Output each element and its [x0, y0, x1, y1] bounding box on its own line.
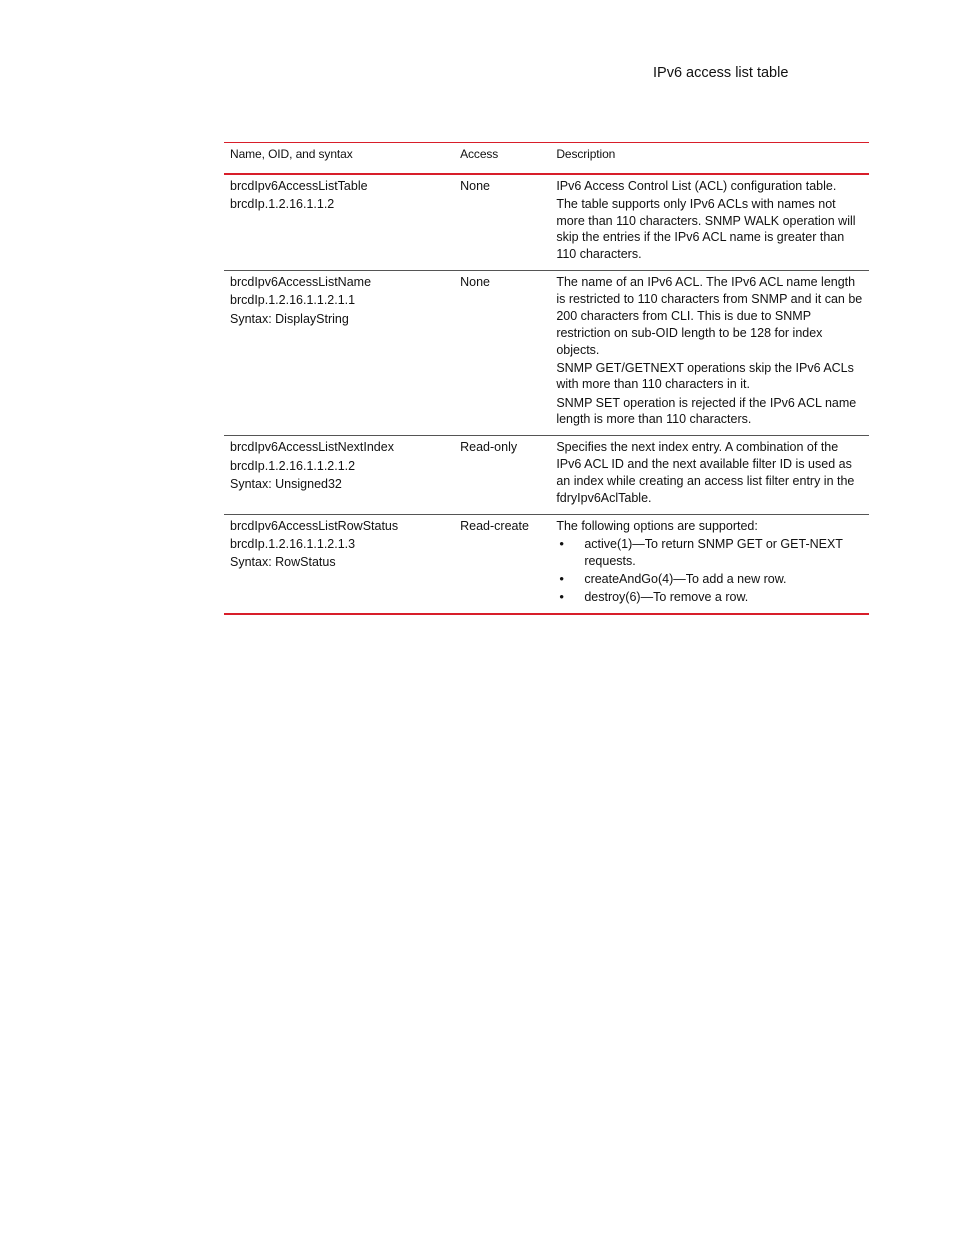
- option-text: destroy(6)—To remove a row.: [584, 590, 749, 604]
- table-row: [224, 271, 869, 436]
- object-oid: brcdIp.1.2.16.1.1.2.1.1: [230, 293, 356, 308]
- description-cell: [550, 271, 869, 436]
- header-description: Description: [550, 143, 869, 174]
- mib-object-table: [224, 142, 869, 615]
- description-paragraph: The name of an IPv6 ACL. The IPv6 ACL name length is restricted to 110 characters from SNMP and it can be 200 characters from CLI. This is due to SNMP restriction on sub-OID length to be 128 for index objects.: [556, 275, 863, 357]
- object-syntax: Syntax: DisplayString: [230, 311, 349, 326]
- description-cell: [550, 436, 869, 514]
- description-cell: [550, 174, 869, 271]
- object-oid: brcdIp.1.2.16.1.1.2.1.2: [230, 458, 356, 473]
- name-cell: [224, 271, 454, 436]
- list-item: [556, 589, 863, 606]
- object-name: brcdIpv6AccessListNextIndex: [230, 440, 394, 455]
- table-row: [224, 174, 869, 271]
- object-syntax: Syntax: Unsigned32: [230, 476, 342, 491]
- option-text: createAndGo(4)—To add a new row.: [584, 571, 787, 586]
- description-paragraph: SNMP SET operation is rejected if the IPv6 ACL name length is more than 110 characters.: [556, 395, 857, 427]
- table-row: [224, 514, 869, 614]
- header-access: Access: [454, 143, 550, 174]
- access-cell: None: [454, 174, 550, 271]
- table-row: [224, 436, 869, 514]
- description-paragraph: The following options are supported:: [556, 518, 758, 533]
- access-cell: Read-create: [454, 514, 550, 614]
- list-item: [556, 571, 863, 588]
- object-oid: brcdIp.1.2.16.1.1.2: [230, 196, 335, 211]
- bullet-icon: •: [559, 536, 564, 552]
- description-paragraph: SNMP GET/GETNEXT operations skip the IPv6 ACLs with more than 110 characters in it.: [556, 360, 854, 392]
- option-text: active(1)—To return SNMP GET or GET-NEXT requests.: [584, 537, 843, 568]
- name-cell: [224, 174, 454, 271]
- list-item: [556, 536, 863, 570]
- description-paragraph: Specifies the next index entry. A combination of the IPv6 ACL ID and the next available filter ID is used as an index while creating an access list filter entry in the fdryIpv6AclTable.: [556, 440, 855, 505]
- description-cell: [550, 514, 869, 614]
- object-oid: brcdIp.1.2.16.1.1.2.1.3: [230, 537, 356, 552]
- description-paragraph: IPv6 Access Control List (ACL) configuration table.: [556, 178, 837, 193]
- description-paragraph: The table supports only IPv6 ACLs with names not more than 110 characters. SNMP WALK operation will skip the entries if the IPv6 ACL name is greater than 110 characters.: [556, 196, 856, 262]
- name-cell: [224, 514, 454, 614]
- table-header-row: [224, 143, 869, 174]
- object-name: brcdIpv6AccessListTable: [230, 178, 368, 193]
- object-name: brcdIpv6AccessListRowStatus: [230, 518, 399, 533]
- object-name: brcdIpv6AccessListName: [230, 275, 372, 290]
- bullet-icon: •: [559, 589, 564, 604]
- name-cell: [224, 436, 454, 514]
- running-header: IPv6 access list table: [653, 65, 789, 81]
- options-list: [556, 536, 863, 606]
- access-cell: None: [454, 271, 550, 436]
- object-syntax: Syntax: RowStatus: [230, 555, 336, 570]
- access-cell: Read-only: [454, 436, 550, 514]
- header-name-oid-syntax: Name, OID, and syntax: [224, 143, 454, 174]
- bullet-icon: •: [559, 570, 564, 586]
